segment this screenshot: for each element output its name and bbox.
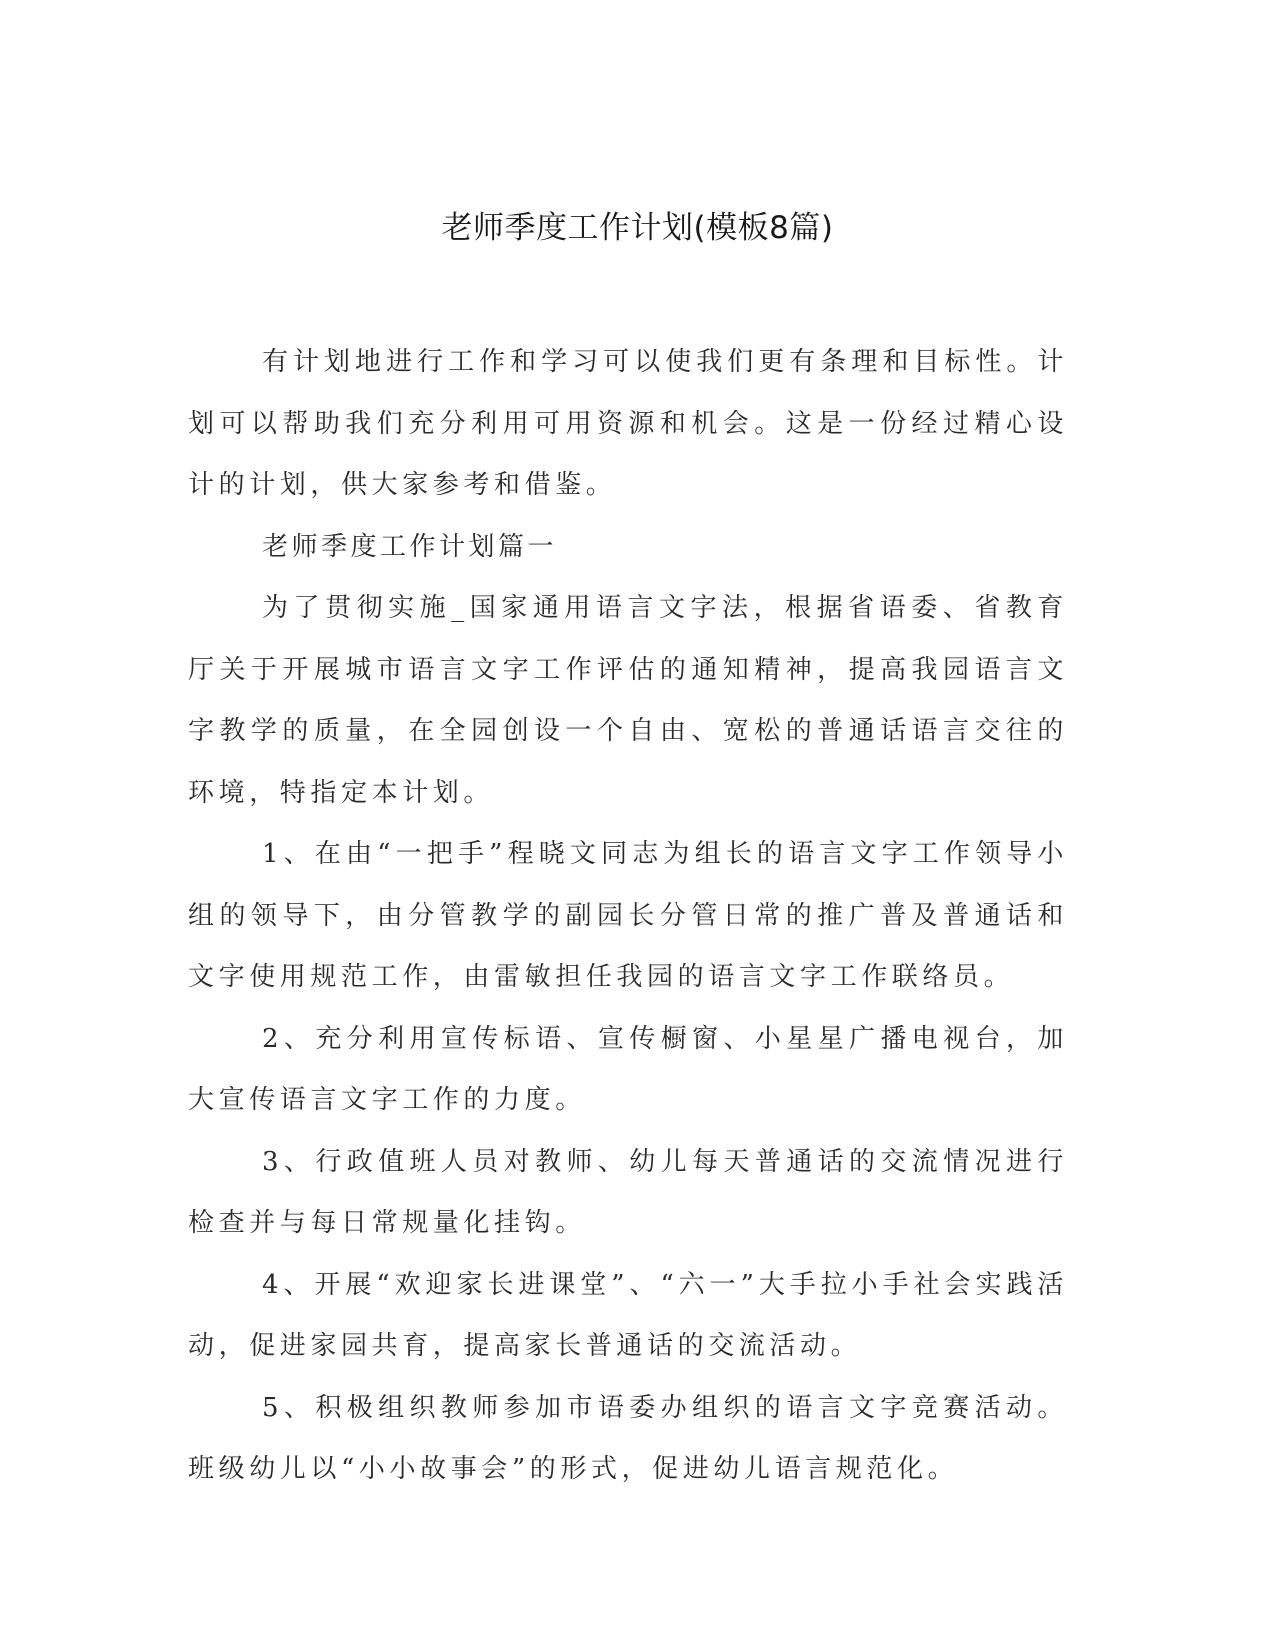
list-item-4: 4、开展“欢迎家长进课堂”、“六一”大手拉小手社会实践活动，促进家园共育，提高家长普通话的交流活动。	[188, 1269, 1068, 1361]
list-item-2: 2、充分利用宣传标语、宣传橱窗、小星星广播电视台，加大宣传语言文字工作的力度。	[188, 1023, 1068, 1115]
intro-paragraph: 有计划地进行工作和学习可以使我们更有条理和目标性。计划可以帮助我们充分利用可用资源和机会。这是一份经过精心设计的计划，供大家参考和借鉴。	[188, 347, 1068, 500]
document-body	[188, 332, 1068, 1501]
list-item-5: 5、积极组织教师参加市语委办组织的语言文字竞赛活动。班级幼儿以“小小故事会”的形式，促进幼儿语言规范化。	[188, 1392, 1068, 1484]
section-heading: 老师季度工作计划篇一	[262, 531, 558, 562]
document-title: 老师季度工作计划(模板8篇)	[441, 210, 834, 246]
list-item-3: 3、行政值班人员对教师、幼儿每天普通话的交流情况进行检查并与每日常规量化挂钩。	[188, 1146, 1068, 1238]
body-paragraph: 为了贯彻实施_国家通用语言文字法，根据省语委、省教育厅关于开展城市语言文字工作评估的通知精神，提高我园语言文字教学的质量，在全园创设一个自由、宽松的普通话语言交往的环境，特指定本计划。	[188, 593, 1068, 808]
list-item-1: 1、在由“一把手”程晓文同志为组长的语言文字工作领导小组的领导下，由分管教学的副园长分管日常的推广普及普通话和文字使用规范工作，由雷敏担任我园的语言文字工作联络员。	[188, 839, 1068, 992]
